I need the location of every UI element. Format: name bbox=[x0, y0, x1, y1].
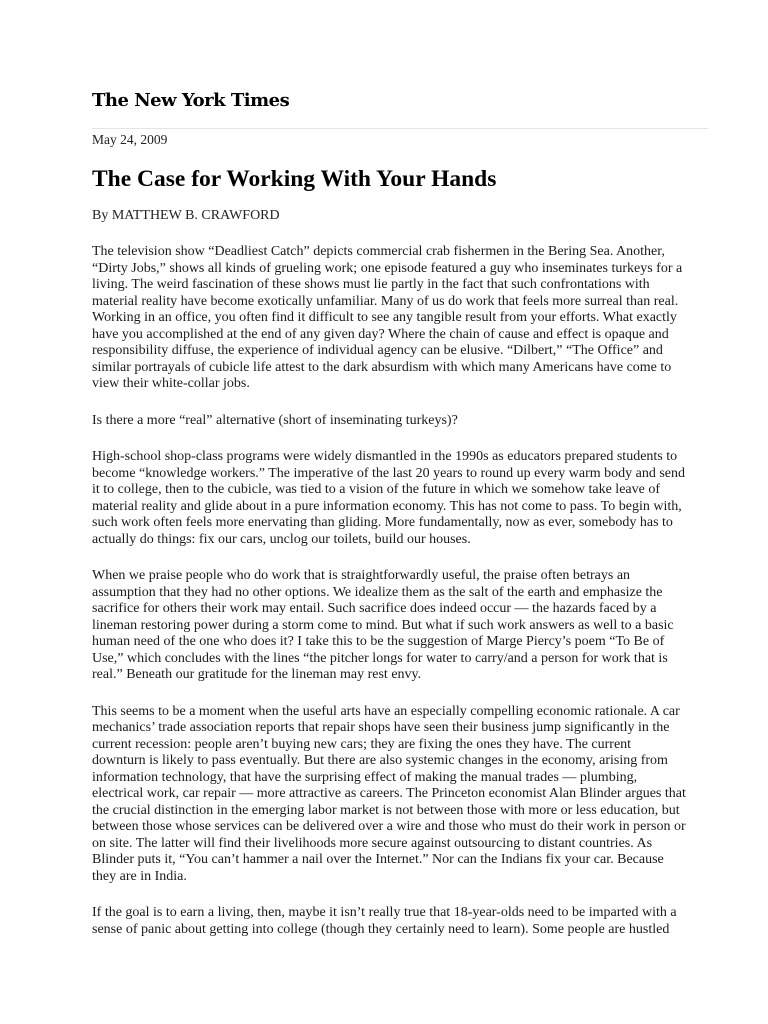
text-line: on site. The latter will find their livelihoods more secure against outsourcing to distant countries. As bbox=[92, 835, 653, 851]
text-line: human need of the one who does it? I take this to be the suggestion of Marge Piercy’s poem “To Be of bbox=[92, 634, 665, 649]
text-line: When we praise people who do work that is straightforwardly useful, the praise often betrays an bbox=[92, 568, 631, 583]
text-line: Working in an office, you often find it difficult to see any tangible result from your efforts. What exactly bbox=[92, 310, 677, 325]
text-line: electrical work, car repair — more attractive as careers. The Princeton economist Alan Blinder argues that bbox=[92, 786, 686, 801]
text-line: The television show “Deadliest Catch” depicts commercial crab fishermen in the Bering Sea. Another, bbox=[92, 244, 665, 259]
text-line: view their white-collar jobs. bbox=[92, 376, 250, 391]
text-line: have you accomplished at the end of any given day? Where the chain of cause and effect is opaque and bbox=[92, 326, 669, 342]
text-line: such work often feels more enervating than gliding. More fundamentally, now as ever, somebody has to bbox=[92, 515, 673, 530]
text-line: sense of panic about getting into college (though they certainly need to learn). Some people are hustled bbox=[92, 921, 670, 937]
text-line: actually do things: fix our cars, unclog our toilets, build our houses. bbox=[92, 531, 471, 547]
paragraph-2 bbox=[92, 413, 706, 430]
text-line: the crucial distinction in the emerging labor market is not between those with more or less education, but bbox=[92, 802, 680, 818]
text-line: mechanics’ trade association reports that repair shops have seen their business jump significantly in the bbox=[92, 720, 670, 735]
text-line: If the goal is to earn a living, then, maybe it isn’t really true that 18-year-olds need to be imparted with a bbox=[92, 905, 677, 920]
text-line: it to college, then to the cubicle, was tied to a vision of the future in which we somehow take leave of bbox=[92, 482, 660, 497]
article-headline: The Case for Working With Your Hands bbox=[92, 166, 497, 192]
paragraph-1 bbox=[92, 244, 706, 393]
text-line: This seems to be a moment when the useful arts have an especially compelling economic rationale. A car bbox=[92, 703, 680, 719]
header-divider bbox=[92, 128, 708, 129]
text-line: material reality have become exotically unfamiliar. Many of us do work that feels more surreal than real. bbox=[92, 293, 679, 309]
article-body bbox=[92, 244, 706, 958]
text-line: current recession: people aren’t buying new cars; they are fixing the ones they have. The current bbox=[92, 736, 632, 752]
text-line: they are in India. bbox=[92, 868, 187, 884]
article-date: May 24, 2009 bbox=[92, 132, 168, 147]
text-line: downturn is likely to pass eventually. But there are also systemic changes in the economy, arising from bbox=[92, 753, 668, 768]
text-line: become “knowledge workers.” The imperative of the last 20 years to round up every warm body and send bbox=[92, 465, 685, 481]
paragraph-5 bbox=[92, 704, 706, 886]
text-line: High-school shop-class programs were widely dismantled in the 1990s as educators prepared students to bbox=[92, 449, 678, 464]
text-line: between those whose services can be delivered over a wire and those who must do their work in person or bbox=[92, 819, 686, 834]
text-line: Blinder puts it, “You can’t hammer a nail over the Internet.” Nor can the Indians fix your car. Because bbox=[92, 852, 664, 867]
text-line: Use,” which concludes with the lines “the pitcher longs for water to carry/and a person for work that is bbox=[92, 650, 668, 666]
text-line: sacrifice for others their work may entail. Such sacrifice does indeed occur — the hazards faced by a bbox=[92, 601, 657, 616]
paragraph-6 bbox=[92, 905, 706, 938]
text-line: similar portrayals of cubicle life attest to the dark absurdism with which many Americans have come to bbox=[92, 359, 672, 375]
text-line: Is there a more “real” alternative (short of inseminating turkeys)? bbox=[92, 412, 458, 428]
paragraph-3 bbox=[92, 449, 706, 548]
text-line: “Dirty Jobs,” shows all kinds of grueling work; one episode featured a guy who inseminates turkeys for a bbox=[92, 260, 683, 276]
text-line: information technology, that have the surprising effect of making the manual trades — plumbing, bbox=[92, 769, 638, 785]
text-line: responsibility diffuse, the experience of individual agency can be elusive. “Dilbert,” “The Office” and bbox=[92, 343, 663, 358]
text-line: living. The weird fascination of these shows must lie partly in the fact that such confrontations with bbox=[92, 277, 650, 292]
article-byline: By MATTHEW B. CRAWFORD bbox=[92, 208, 280, 223]
text-line: real.” Beneath our gratitude for the lineman may rest envy. bbox=[92, 667, 422, 682]
paragraph-4 bbox=[92, 568, 706, 684]
text-line: assumption that they had no other options. We idealize them as the salt of the earth and emphasize the bbox=[92, 584, 663, 600]
text-line: material reality and glide about in a pure information economy. This has not come to pass. To begin with, bbox=[92, 498, 682, 514]
text-line: lineman restoring power during a storm come to mind. But what if such work answers as well to a basic bbox=[92, 617, 674, 633]
masthead-logo: The New York Times bbox=[92, 90, 290, 111]
